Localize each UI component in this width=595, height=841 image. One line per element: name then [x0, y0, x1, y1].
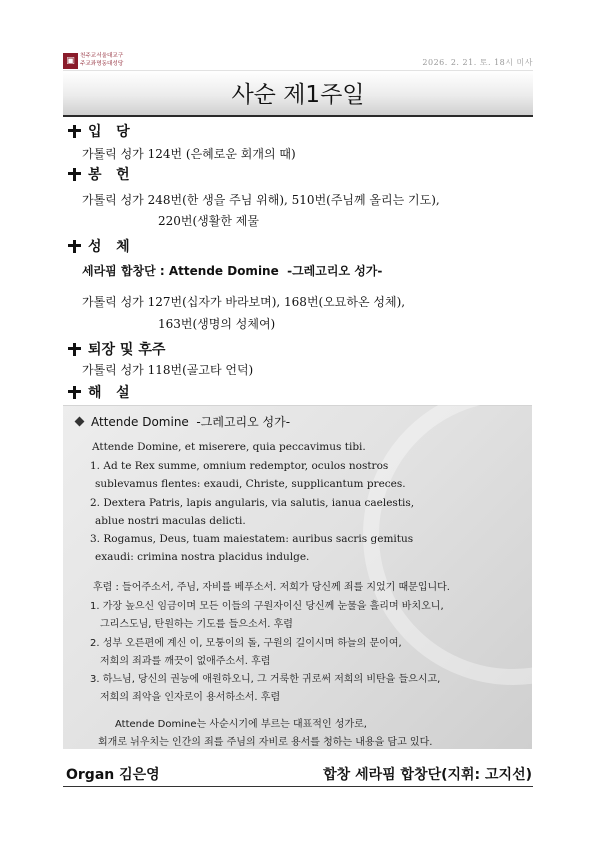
parish-logo-text	[80, 52, 123, 68]
choir-credit: 합창 세라핌 합창단(지휘: 고지선)	[323, 767, 532, 783]
mass-date: 2026. 2. 21. 토. 18시 미사	[422, 58, 533, 67]
entrance-hymn: 가톨릭 성가 124번 (은혜로운 회개의 때)	[82, 147, 296, 161]
commentary-note-line-2: 회개로 뉘우치는 인간의 죄를 주님의 자비로 용서를 청하는 내용을 담고 있다.	[98, 737, 433, 748]
recessional-hymn: 가톨릭 성가 118번(골고타 언덕)	[82, 363, 254, 377]
cross-icon	[68, 240, 81, 253]
latin-verse-2a: 2. Dextera Patris, lapis angularis, via salutis, ianua caelestis,	[90, 497, 415, 509]
korean-verse-1a: 1. 가장 높으신 임금이며 모든 이들의 구원자이신 당신께 눈물을 흘리며 바치오니,	[90, 601, 444, 612]
latin-verse-2b: ablue nostri maculas delicti.	[95, 515, 246, 527]
commentary-box-heading	[76, 413, 290, 430]
offertory-hymns-line-1: 가톨릭 성가 248번(한 생을 주님 위해), 510번(주님께 올리는 기도),	[82, 193, 440, 207]
offertory-hymns-line-2: 220번(생활한 제물	[158, 214, 259, 228]
latin-verse-3b: exaudi: crimina nostra placidus indulge.	[95, 551, 310, 563]
section-heading-entrance	[68, 121, 130, 141]
diamond-bullet-icon	[75, 417, 85, 427]
korean-verse-3b: 저희의 죄악을 인자로이 용서하소서. 후렴	[100, 692, 281, 703]
parish-logo-mark: ▣	[63, 53, 78, 69]
communion-choir-piece: 세라핌 합창단 : Attende Domine -그레고리오 성가-	[82, 264, 383, 278]
latin-refrain: Attende Domine, et miserere, quia peccavimus tibi.	[92, 441, 366, 453]
section-heading-text: 해 설	[88, 385, 130, 401]
cross-icon	[68, 343, 81, 356]
communion-hymns-line-2: 163번(생명의 성체여)	[158, 317, 276, 331]
logo-line-1: 천주교서울대교구	[80, 53, 124, 59]
section-heading-offertory	[68, 164, 130, 184]
korean-refrain: 후렴 : 들어주소서, 주님, 자비를 베푸소서. 저희가 당신께 죄를 지었기 때문입니다.	[93, 582, 450, 593]
korean-verse-1b: 그리스도님, 탄원하는 기도를 들으소서. 후렴	[100, 619, 293, 630]
logo-line-2: 주교좌명동대성당	[80, 61, 124, 67]
korean-verse-2a: 2. 성부 오른편에 계신 이, 모퉁이의 돌, 구원의 길이시며 하늘의 문이여,	[90, 638, 402, 649]
footer-divider	[63, 786, 533, 787]
organist-credit: Organ 김은영	[66, 767, 160, 783]
section-heading-text: 봉 헌	[88, 167, 130, 183]
page-title: 사순 제1주일	[231, 82, 365, 108]
commentary-note-line-1: Attende Domine는 사순시기에 부르는 대표적인 성가로,	[115, 719, 367, 730]
cross-icon	[68, 168, 81, 181]
communion-hymns-line-1: 가톨릭 성가 127번(십자가 바라보며), 168번(오묘하온 성체),	[82, 295, 406, 309]
section-heading-text: 입 당	[88, 124, 130, 140]
section-heading-commentary	[68, 382, 130, 402]
latin-verse-3a: 3. Rogamus, Deus, tuam maiestatem: auribus sacris gemitus	[90, 533, 414, 545]
cross-icon	[68, 386, 81, 399]
section-heading-text: 퇴장 및 후주	[88, 342, 166, 358]
section-heading-recessional	[68, 339, 165, 359]
commentary-box-heading-text: Attende Domine -그레고리오 성가-	[91, 415, 291, 429]
korean-verse-2b: 저희의 죄과를 깨끗이 없애주소서. 후렴	[100, 656, 271, 667]
cross-icon	[68, 125, 81, 138]
korean-verse-3a: 3. 하느님, 당신의 권능에 애원하오니, 그 거룩한 귀로써 저희의 비탄을 들으시고,	[90, 674, 441, 685]
latin-verse-1a: 1. Ad te Rex summe, omnium redemptor, oculos nostros	[90, 460, 389, 472]
section-heading-communion	[68, 236, 130, 256]
latin-verse-1b: sublevamus flentes: exaudi, Christe, supplicantum preces.	[95, 478, 406, 490]
section-heading-text: 성 체	[88, 239, 130, 255]
